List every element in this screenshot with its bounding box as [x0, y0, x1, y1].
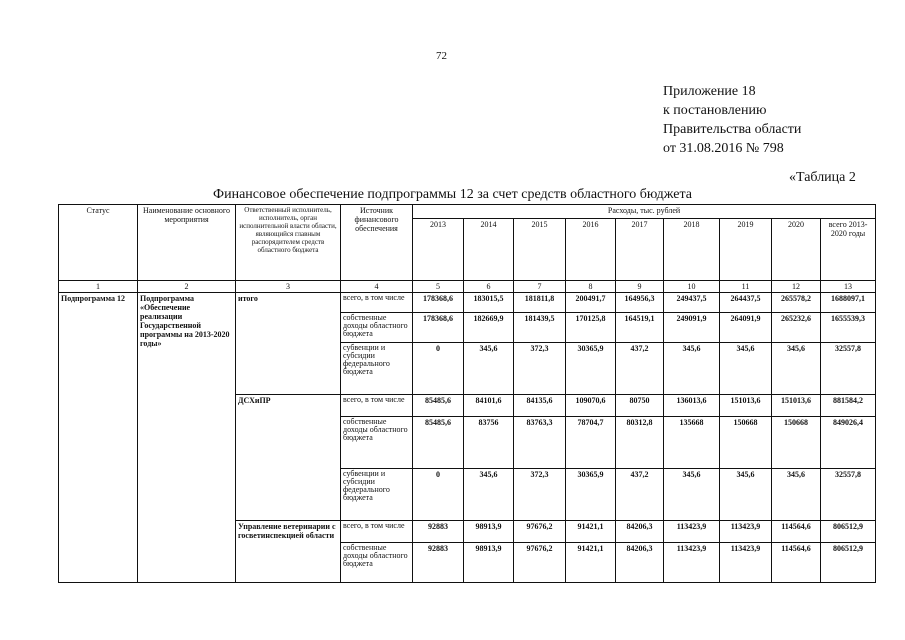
header-year: 2019 — [720, 219, 772, 281]
column-number: 4 — [341, 281, 413, 293]
value-cell: 164519,1 — [616, 313, 664, 343]
page-number: 72 — [436, 50, 447, 62]
value-cell: 98913,9 — [464, 543, 514, 583]
value-cell: 114564,6 — [772, 543, 821, 583]
value-cell: 265578,2 — [772, 293, 821, 313]
value-cell: 437,2 — [616, 343, 664, 395]
responsible-cell: итого — [236, 293, 341, 395]
responsible-cell: Управление ветеринарии с госветинспекцией области — [236, 521, 341, 583]
header-name: Наименование основного мероприятия — [138, 205, 236, 281]
value-cell: 30365,9 — [566, 469, 616, 521]
value-cell: 345,6 — [464, 343, 514, 395]
header-status: Статус — [59, 205, 138, 281]
column-number: 5 — [413, 281, 464, 293]
table-row — [59, 293, 876, 313]
value-cell: 84101,6 — [464, 395, 514, 417]
value-cell: 181439,5 — [514, 313, 566, 343]
value-cell: 84206,3 — [616, 521, 664, 543]
value-cell: 345,6 — [664, 343, 720, 395]
value-cell: 264091,9 — [720, 313, 772, 343]
column-number: 8 — [566, 281, 616, 293]
value-cell: 0 — [413, 469, 464, 521]
value-cell: 183015,5 — [464, 293, 514, 313]
value-cell: 85485,6 — [413, 417, 464, 469]
value-cell: 264437,5 — [720, 293, 772, 313]
header-source: Источник финансового обеспечения — [341, 205, 413, 281]
financing-table — [58, 204, 876, 583]
value-cell: 170125,8 — [566, 313, 616, 343]
value-cell: 83756 — [464, 417, 514, 469]
column-number: 10 — [664, 281, 720, 293]
value-cell: 249437,5 — [664, 293, 720, 313]
value-cell: 80312,8 — [616, 417, 664, 469]
value-cell: 372,3 — [514, 343, 566, 395]
value-cell: 182669,9 — [464, 313, 514, 343]
value-cell: 181811,8 — [514, 293, 566, 313]
appendix-line: от 31.08.2016 № 798 — [663, 141, 784, 156]
value-cell: 85485,6 — [413, 395, 464, 417]
value-cell: 265232,6 — [772, 313, 821, 343]
value-cell: 91421,1 — [566, 543, 616, 583]
responsible-cell: ДСХиПР — [236, 395, 341, 521]
status-cell: Подпрограмма 12 — [59, 293, 138, 583]
header-year: 2013 — [413, 219, 464, 281]
value-cell: 113423,9 — [664, 543, 720, 583]
value-cell: 806512,9 — [821, 521, 876, 543]
value-cell: 178368,6 — [413, 313, 464, 343]
value-cell: 200491,7 — [566, 293, 616, 313]
source-cell: собственные доходы областного бюджета — [341, 417, 413, 469]
source-cell: субвенции и субсидии федерального бюджета — [341, 343, 413, 395]
value-cell: 164956,3 — [616, 293, 664, 313]
value-cell: 806512,9 — [821, 543, 876, 583]
value-cell: 372,3 — [514, 469, 566, 521]
header-total: всего 2013-2020 годы — [821, 219, 876, 281]
source-cell: всего, в том числе — [341, 521, 413, 543]
source-cell: субвенции и субсидии федерального бюджета — [341, 469, 413, 521]
value-cell: 345,6 — [720, 343, 772, 395]
value-cell: 114564,6 — [772, 521, 821, 543]
appendix-block — [663, 82, 801, 158]
value-cell: 113423,9 — [720, 543, 772, 583]
column-number: 13 — [821, 281, 876, 293]
value-cell: 97676,2 — [514, 521, 566, 543]
appendix-line: Приложение 18 — [663, 84, 756, 99]
value-cell: 32557,8 — [821, 469, 876, 521]
value-cell: 78704,7 — [566, 417, 616, 469]
value-cell: 98913,9 — [464, 521, 514, 543]
value-cell: 109070,6 — [566, 395, 616, 417]
header-expenses: Расходы, тыс. рублей — [413, 205, 876, 219]
header-responsible: Ответственный исполнитель, исполнитель, орган исполнительной власти области, являющийся главным распорядителем средств областного бюджета — [236, 205, 341, 281]
column-number: 12 — [772, 281, 821, 293]
value-cell: 92883 — [413, 521, 464, 543]
value-cell: 151013,6 — [772, 395, 821, 417]
value-cell: 113423,9 — [720, 521, 772, 543]
value-cell: 345,6 — [464, 469, 514, 521]
value-cell: 345,6 — [664, 469, 720, 521]
column-number: 11 — [720, 281, 772, 293]
value-cell: 150668 — [772, 417, 821, 469]
value-cell: 1688097,1 — [821, 293, 876, 313]
value-cell: 437,2 — [616, 469, 664, 521]
column-number: 7 — [514, 281, 566, 293]
value-cell: 136013,6 — [664, 395, 720, 417]
value-cell: 97676,2 — [514, 543, 566, 583]
value-cell: 83763,3 — [514, 417, 566, 469]
source-cell: собственные доходы областного бюджета — [341, 313, 413, 343]
header-year: 2020 — [772, 219, 821, 281]
value-cell: 84135,6 — [514, 395, 566, 417]
value-cell: 30365,9 — [566, 343, 616, 395]
value-cell: 178368,6 — [413, 293, 464, 313]
header-year: 2014 — [464, 219, 514, 281]
appendix-line: к постановлению — [663, 103, 767, 118]
value-cell: 92883 — [413, 543, 464, 583]
value-cell: 345,6 — [772, 343, 821, 395]
table-title: Финансовое обеспечение подпрограммы 12 за счет средств областного бюджета — [213, 187, 692, 202]
value-cell: 150668 — [720, 417, 772, 469]
value-cell: 345,6 — [772, 469, 821, 521]
value-cell: 881584,2 — [821, 395, 876, 417]
column-number: 2 — [138, 281, 236, 293]
value-cell: 135668 — [664, 417, 720, 469]
value-cell: 0 — [413, 343, 464, 395]
value-cell: 151013,6 — [720, 395, 772, 417]
value-cell: 345,6 — [720, 469, 772, 521]
header-year: 2015 — [514, 219, 566, 281]
appendix-line: Правительства области — [663, 122, 802, 137]
column-number: 3 — [236, 281, 341, 293]
column-number: 9 — [616, 281, 664, 293]
value-cell: 849026,4 — [821, 417, 876, 469]
column-number: 6 — [464, 281, 514, 293]
value-cell: 249091,9 — [664, 313, 720, 343]
value-cell: 84206,3 — [616, 543, 664, 583]
source-cell: всего, в том числе — [341, 395, 413, 417]
name-cell: Подпрограмма «Обеспечение реализации Государственной программы на 2013-2020 годы» — [138, 293, 236, 583]
value-cell: 91421,1 — [566, 521, 616, 543]
header-year: 2017 — [616, 219, 664, 281]
table-label: «Таблица 2 — [789, 170, 856, 185]
value-cell: 32557,8 — [821, 343, 876, 395]
column-number: 1 — [59, 281, 138, 293]
value-cell: 80750 — [616, 395, 664, 417]
value-cell: 1655539,3 — [821, 313, 876, 343]
header-year: 2018 — [664, 219, 720, 281]
source-cell: собственные доходы областного бюджета — [341, 543, 413, 583]
header-year: 2016 — [566, 219, 616, 281]
value-cell: 113423,9 — [664, 521, 720, 543]
source-cell: всего, в том числе — [341, 293, 413, 313]
